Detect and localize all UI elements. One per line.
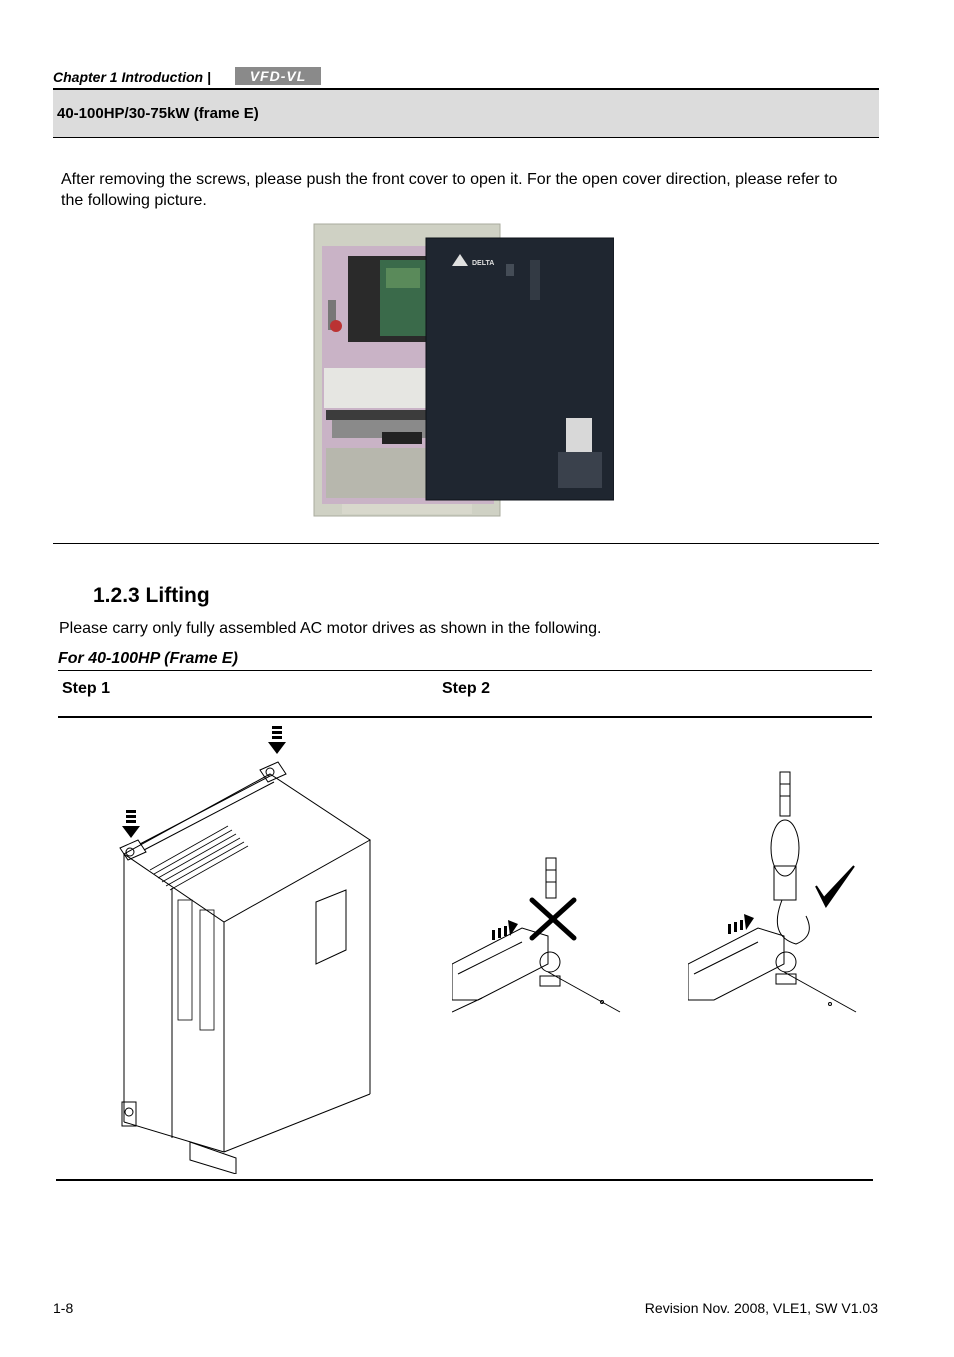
delta-brand-label: DELTA — [472, 260, 495, 267]
open-cover-photo — [312, 222, 614, 518]
down-arrow-icon-2 — [122, 810, 140, 838]
table-top-rule — [58, 670, 872, 671]
correct-check-icon — [816, 866, 854, 906]
wrong-x-icon — [532, 900, 574, 938]
frame-e-subheading: For 40-100HP (Frame E) — [58, 650, 238, 667]
down-arrow-icon — [268, 726, 286, 754]
step2-wrong-illustration — [452, 852, 624, 1022]
page-number: 1-8 — [53, 1300, 74, 1316]
section-title-bar — [53, 88, 879, 138]
table-bottom-rule — [56, 1179, 873, 1181]
revision-info: Revision Nov. 2008, VLE1, SW V1.03 — [644, 1300, 878, 1316]
step2-correct-illustration — [688, 766, 860, 1022]
lifting-heading: 1.2.3 Lifting — [93, 584, 210, 607]
section-divider — [53, 543, 879, 544]
vfd-vl-logo: VFD-VL — [235, 67, 321, 85]
step1-header: Step 1 — [62, 680, 111, 697]
table-header-rule — [58, 716, 872, 718]
chapter-header: Chapter 1 Introduction | — [53, 69, 211, 85]
open-cover-paragraph: After removing the screws, please push the front cover to open it. For the open cover direction, please refer to the following picture. — [61, 171, 838, 209]
step2-header: Step 2 — [442, 680, 491, 697]
right-arrow-icon-2 — [728, 914, 754, 934]
section-title: 40-100HP/30-75kW (frame E) — [57, 105, 259, 122]
lifting-paragraph: Please carry only fully assembled AC motor drives as shown in the following. — [59, 620, 602, 637]
step1-drive-illustration — [110, 722, 390, 1174]
